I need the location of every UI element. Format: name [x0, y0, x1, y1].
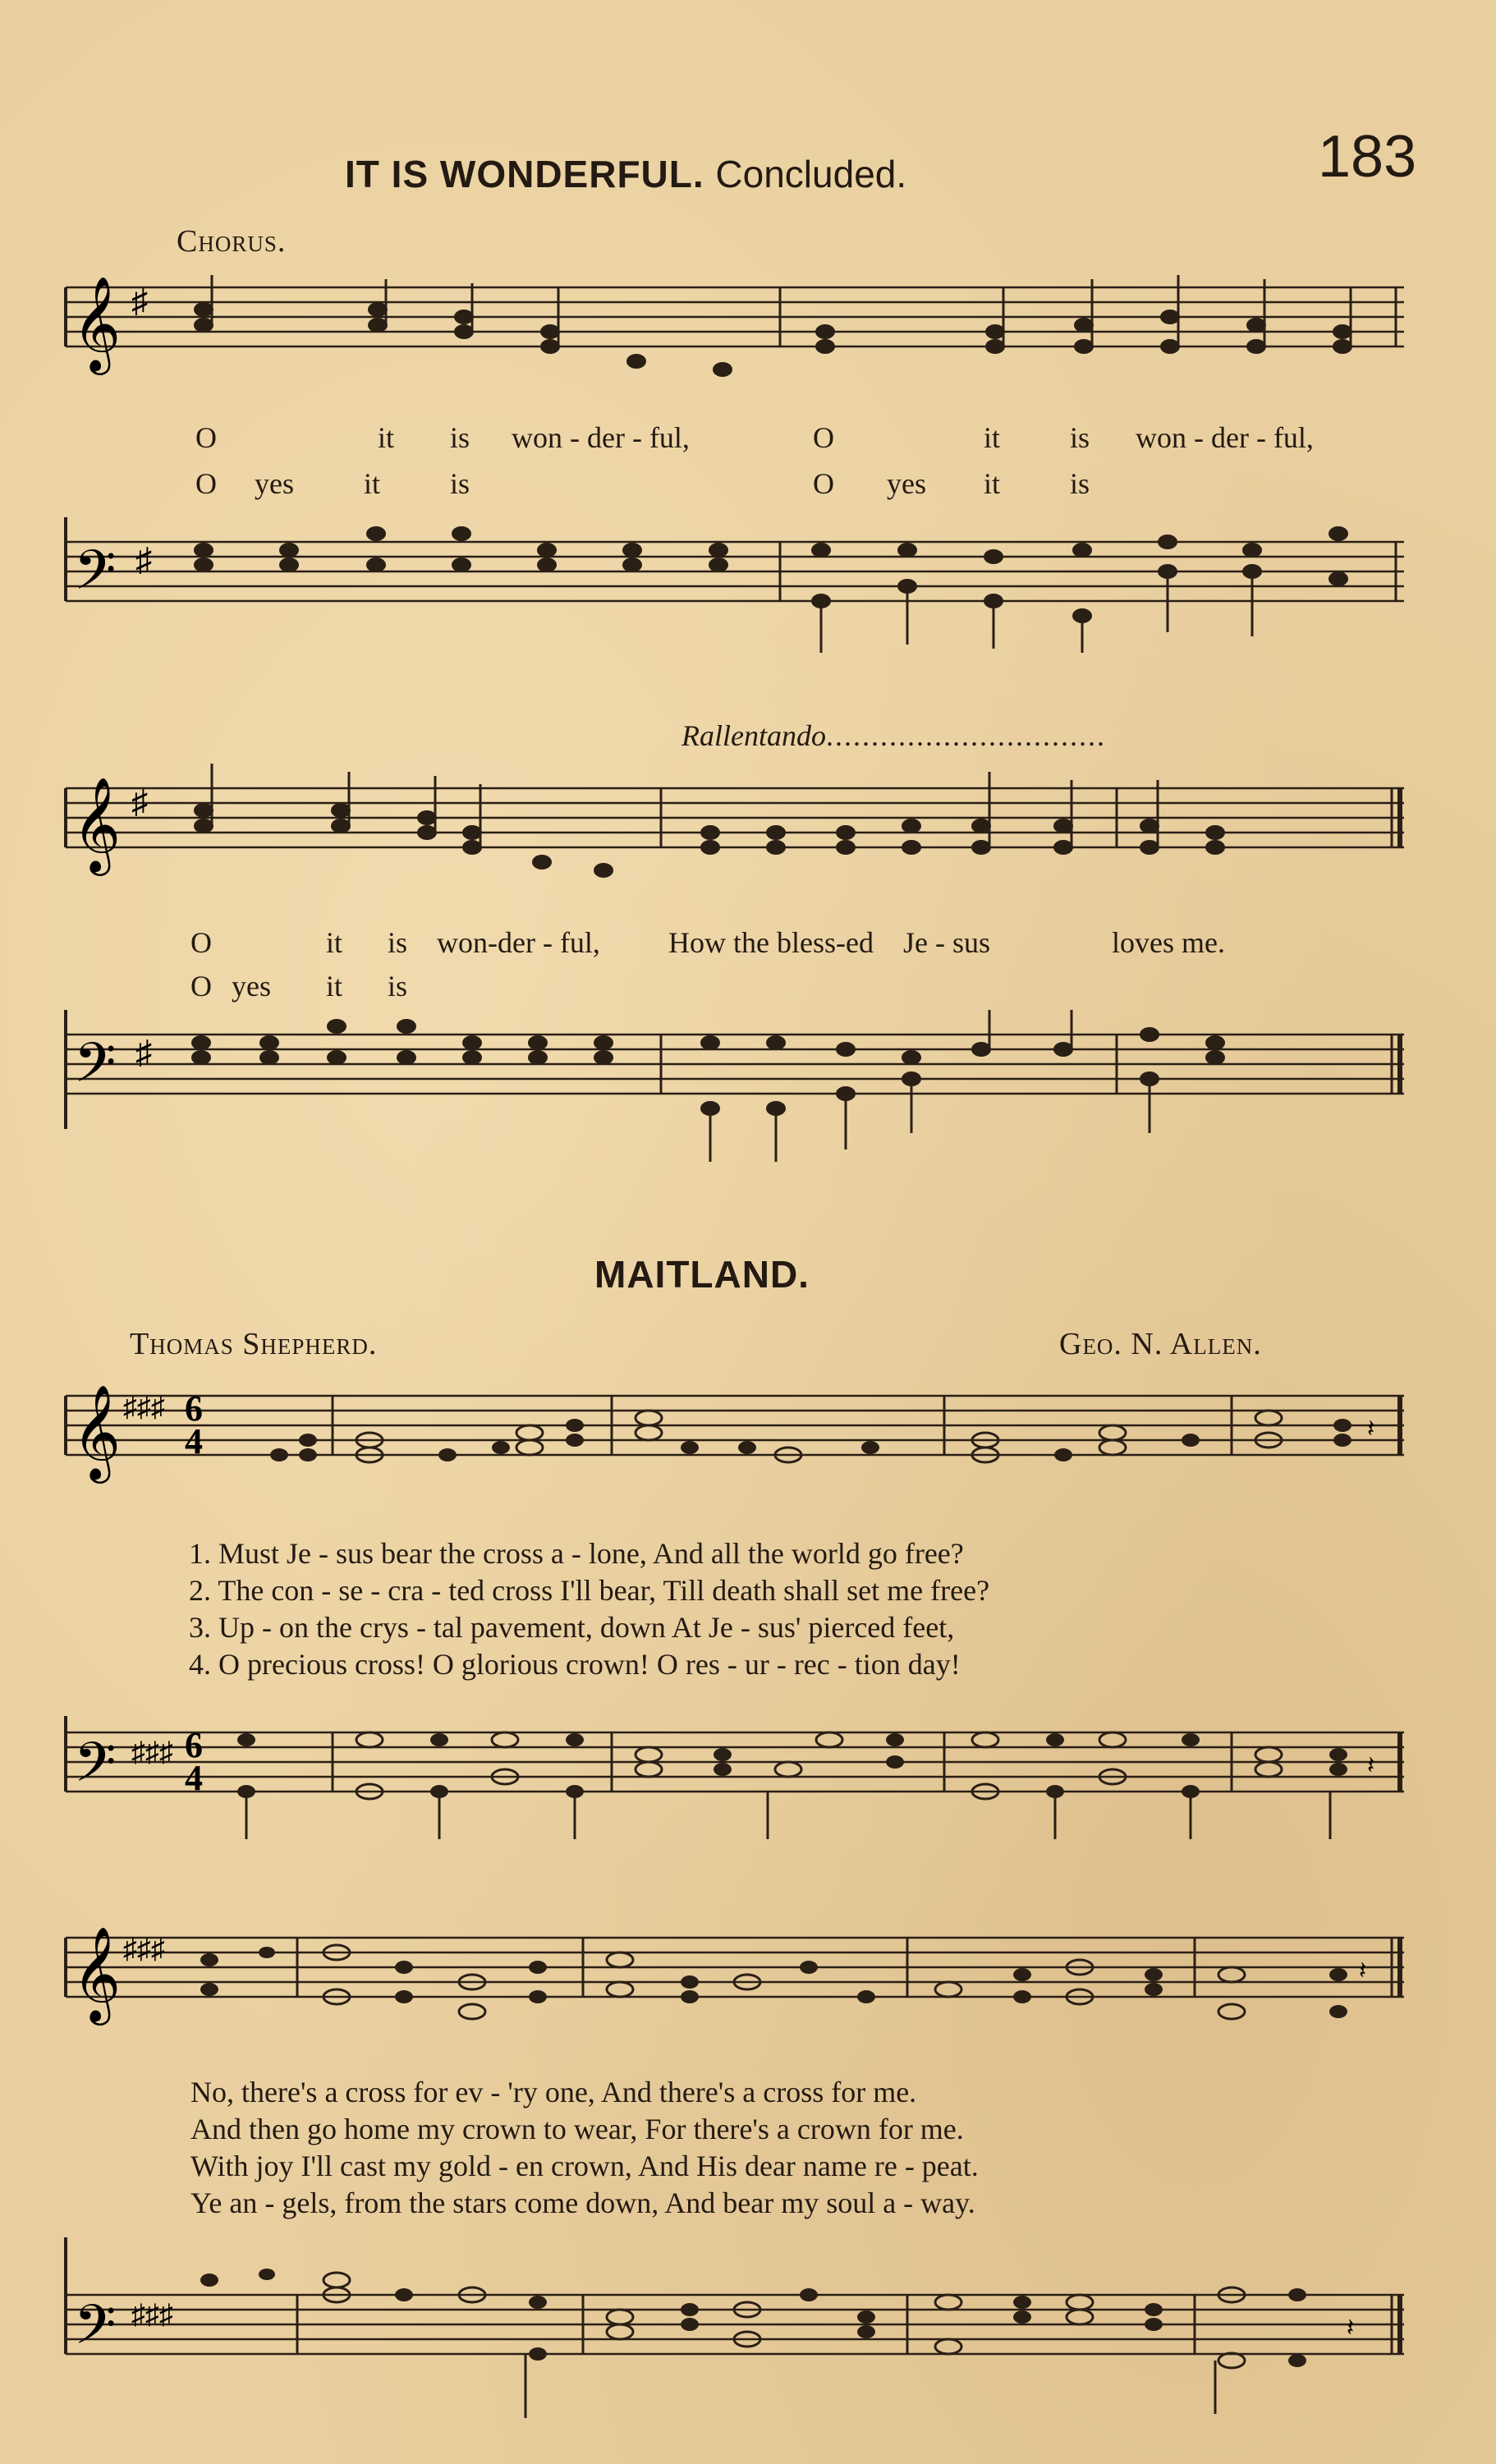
lyric-syllable: it	[378, 421, 395, 454]
tempo-marking	[681, 718, 1106, 753]
lyric-syllable: O	[190, 926, 212, 959]
verse-line: And then go home my crown to wear, For there's a crown for me.	[190, 2113, 964, 2145]
bass-clef-icon: 𝄢	[74, 2293, 117, 2370]
time-signature-top: 6	[185, 1725, 203, 1765]
lyric-syllable: is	[1070, 467, 1090, 500]
sharp-icon: ♯	[131, 783, 148, 820]
song1-system2-bass-staff	[0, 1010, 1496, 1174]
sharp-icon: ♯♯♯	[123, 1934, 165, 1965]
song2-system1-bass-staff	[0, 1716, 1496, 1864]
song1-title	[345, 152, 906, 196]
lyric-syllable: is	[1070, 421, 1090, 454]
song1-title-main: IT IS WONDERFUL.	[345, 153, 704, 195]
verse-line: 2. The con - se - cra - ted cross I'll bear, Till death shall set me free?	[189, 1574, 990, 1607]
lyric-syllable: is	[388, 970, 408, 1003]
verse-line: Ye an - gels, from the stars come down, And bear my soul a - way.	[190, 2186, 975, 2219]
song1-title-suffix: Concluded.	[715, 153, 907, 195]
treble-clef-icon: 𝄞	[72, 1925, 122, 2021]
time-signature-bottom: 4	[185, 1758, 203, 1798]
rest-icon: 𝄽	[1367, 1416, 1375, 1443]
song2-verses-part1	[189, 1535, 989, 1683]
verse-line: 1. Must Je - sus bear the cross a - lone, And all the world go free?	[189, 1537, 964, 1570]
song2-verses-part2	[190, 2074, 979, 2222]
song2-system2-bass-staff	[0, 2237, 1496, 2426]
bass-clef-icon: 𝄢	[74, 539, 117, 615]
rest-icon: 𝄽	[1359, 1957, 1367, 1985]
treble-clef-icon: 𝄞	[72, 1383, 122, 1480]
lyric-syllable: O	[190, 970, 212, 1003]
time-signature-top: 6	[185, 1388, 203, 1429]
sharp-icon: ♯	[135, 1034, 152, 1071]
lyric-syllable: is	[388, 926, 408, 959]
lyric-syllable: O	[813, 421, 834, 454]
lyric-syllable: it	[326, 970, 343, 1003]
sharp-icon: ♯	[131, 282, 148, 319]
verse-line: No, there's a cross for ev - 'ry one, And there's a cross for me.	[190, 2076, 917, 2108]
tempo-marking-dots: ...............................	[825, 719, 1106, 752]
rest-icon: 𝄽	[1347, 2315, 1355, 2342]
treble-clef-icon: 𝄞	[72, 776, 122, 872]
song2-composer: Geo. N. Allen.	[1059, 1327, 1262, 1361]
verse-line: With joy I'll cast my gold - en crown, And His dear name re - peat.	[190, 2150, 979, 2182]
rest-icon: 𝄽	[1367, 1752, 1375, 1779]
lyric-syllable: O	[195, 467, 217, 500]
song2-title: MAITLAND.	[594, 1253, 810, 1296]
lyric-syllable: won-der - ful,	[437, 926, 600, 959]
verse-line: 3. Up - on the crys - tal pavement, down At Je - sus' pierced feet,	[189, 1611, 955, 1644]
song1-system1-treble-staff	[0, 271, 1496, 386]
song2-system1-treble-staff	[0, 1379, 1496, 1503]
lyric-syllable: it	[364, 467, 381, 500]
lyric-syllable: it	[326, 926, 343, 959]
lyric-syllable: loves me.	[1112, 926, 1225, 959]
lyric-syllable: yes	[887, 467, 926, 500]
lyric-syllable: yes	[232, 970, 271, 1003]
lyric-syllable: O	[813, 467, 834, 500]
lyric-syllable: is	[450, 421, 470, 454]
song2-author: Thomas Shepherd.	[130, 1327, 378, 1361]
song1-section-label: Chorus.	[177, 224, 287, 259]
lyric-syllable: Je - sus	[903, 926, 990, 959]
lyric-syllable: yes	[255, 467, 294, 500]
lyric-syllable: it	[984, 467, 1001, 500]
song2-system2-treble-staff	[0, 1888, 1496, 2036]
lyric-syllable: How the bless-ed	[668, 926, 874, 959]
sharp-icon: ♯♯♯	[123, 1393, 165, 1423]
treble-clef-icon: 𝄞	[72, 275, 122, 371]
sharp-icon: ♯	[135, 541, 152, 578]
tempo-marking-text: Rallentando	[681, 719, 826, 752]
lyric-syllable: won - der - ful,	[512, 421, 690, 454]
page-number: 183	[1318, 124, 1417, 190]
sharp-icon: ♯♯♯	[131, 1737, 173, 1768]
lyric-syllable: it	[984, 421, 1001, 454]
sharp-icon: ♯♯♯	[131, 2300, 173, 2330]
time-signature-bottom: 4	[185, 1421, 203, 1461]
bass-clef-icon: 𝄢	[74, 1731, 117, 1807]
lyric-syllable: O	[195, 421, 217, 454]
lyric-syllable: is	[450, 467, 470, 500]
verse-line: 4. O precious cross! O glorious crown! O res - ur - rec - tion day!	[189, 1648, 961, 1681]
song1-system2-treble-staff	[0, 764, 1496, 928]
bass-clef-icon: 𝄢	[74, 1031, 117, 1108]
lyric-syllable: won - der - ful,	[1136, 421, 1314, 454]
song1-system1-bass-staff	[0, 517, 1496, 665]
